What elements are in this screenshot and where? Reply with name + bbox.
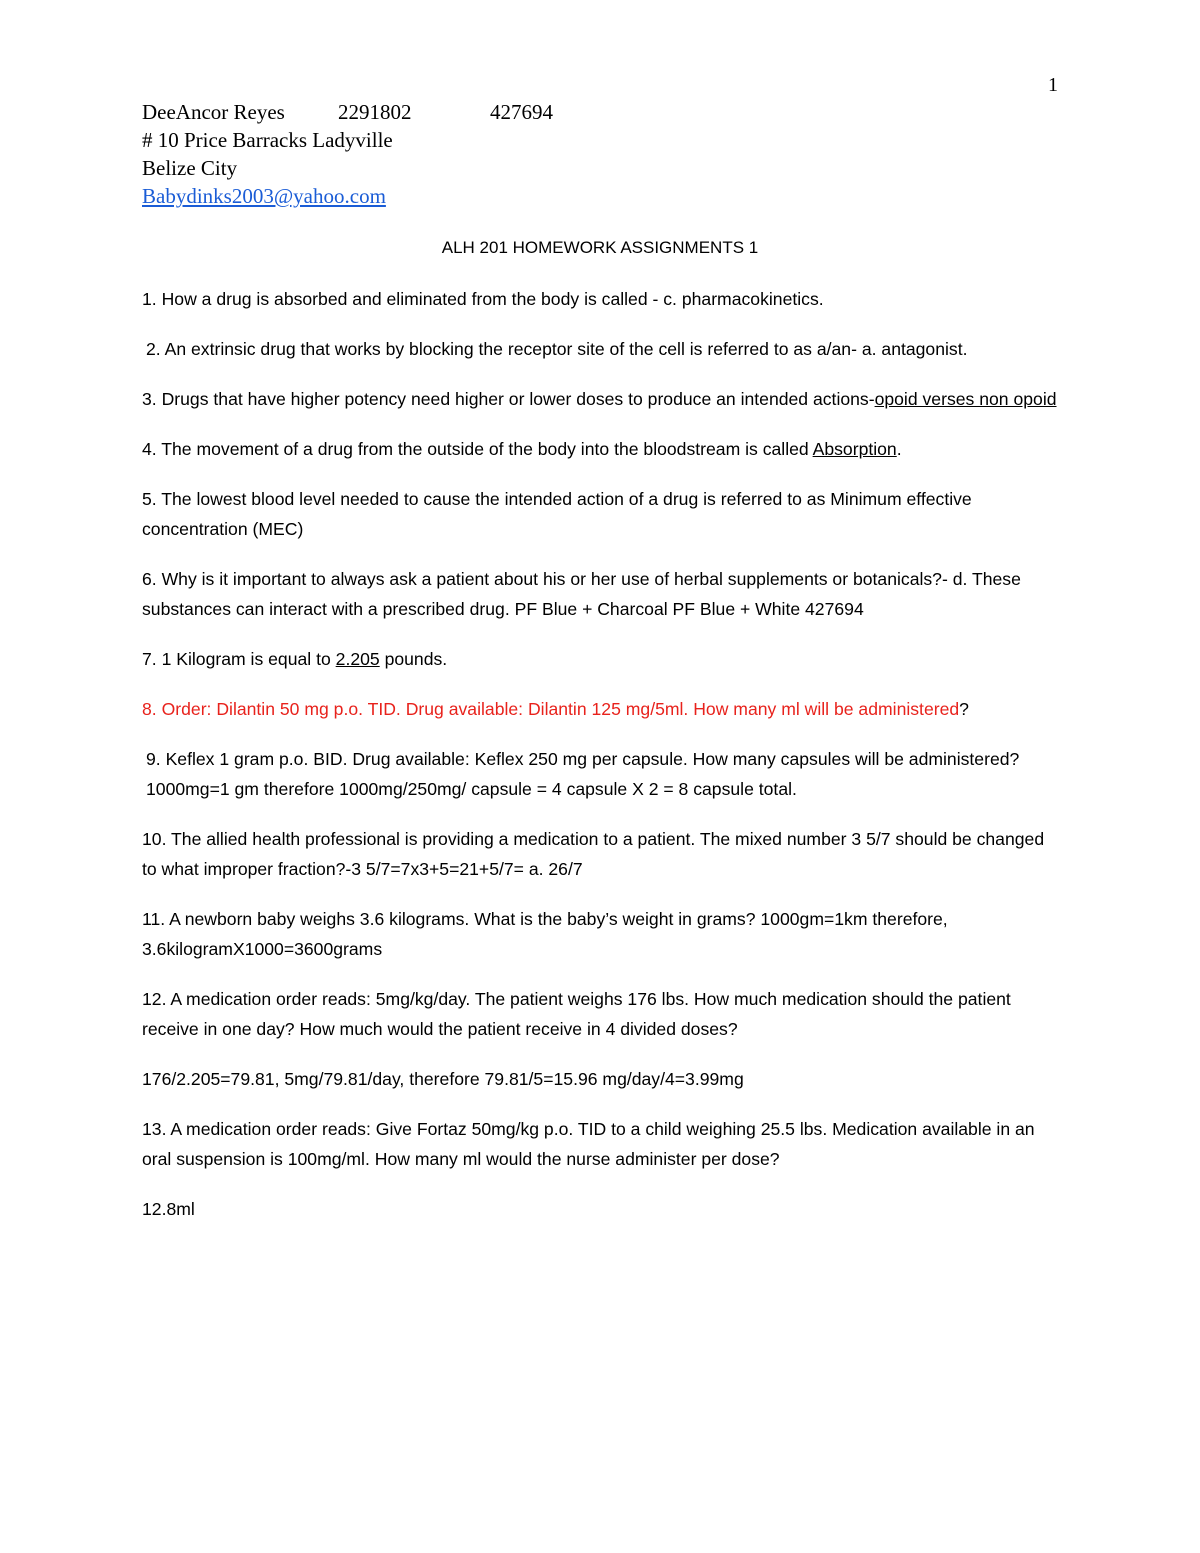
question-text: An extrinsic drug that works by blocking the receptor site of the cell is referred to as a/an- a. antagonist.	[160, 339, 968, 359]
question-text: A newborn baby weighs 3.6 kilograms. What is the baby’s weight in grams? 1000gm=1km therefore, 3.6kilogramX1000=3600grams	[142, 909, 948, 959]
question-text: The allied health professional is providing a medication to a patient. The mixed number 3 5/7 should be changed to what improper fraction?-3 5/7=7x3+5=21+5/7= a. 26/7	[142, 829, 1045, 879]
question-number: 3.	[142, 389, 157, 409]
question-text: Keflex 1 gram p.o. BID. Drug available: Keflex 250 mg per capsule. How many capsules will be administered? 1000mg=1 gm therefore 1000mg/250mg/ capsule = 4 capsule X 2 = 8 capsule total.	[146, 749, 1020, 799]
question-11	[142, 904, 1058, 964]
question-8	[142, 694, 1058, 724]
question-tail: ?	[959, 699, 969, 719]
question-number: 1.	[142, 289, 157, 309]
question-number: 10.	[142, 829, 167, 849]
address-line: # 10 Price Barracks Ladyville	[142, 128, 393, 152]
question-6	[142, 564, 1058, 624]
question-text: The lowest blood level needed to cause the intended action of a drug is referred to as Minimum effective concentration (MEC)	[142, 489, 972, 539]
question-number: 7.	[142, 649, 157, 669]
question-list	[142, 284, 1058, 1244]
student-number: 427694	[490, 100, 553, 124]
student-header	[142, 98, 553, 210]
question-3	[142, 384, 1058, 414]
student-id: 2291802	[338, 100, 412, 124]
question-2	[142, 334, 1058, 364]
answer-13	[142, 1194, 1058, 1224]
answer-text: 176/2.205=79.81, 5mg/79.81/day, therefore 79.81/5=15.96 mg/day/4=3.99mg	[142, 1069, 744, 1089]
question-text: How a drug is absorbed and eliminated from the body is called - c. pharmacokinetics.	[156, 289, 824, 309]
page-title: ALH 201 HOMEWORK ASSIGNMENTS 1	[441, 238, 759, 257]
question-7	[142, 644, 1058, 674]
question-text: Drugs that have higher potency need higher or lower doses to produce an intended actions-	[156, 389, 875, 409]
question-number: 11.	[142, 909, 166, 929]
name-row	[142, 98, 553, 126]
question-number: 13.	[142, 1119, 167, 1139]
question-number: 8.	[142, 699, 157, 719]
question-tail: pounds.	[379, 649, 448, 669]
city-line: Belize City	[142, 156, 238, 180]
question-number: 2.	[146, 339, 161, 359]
question-tail: .	[896, 439, 902, 459]
question-number: 9.	[146, 749, 161, 769]
question-number: 12.	[142, 989, 167, 1009]
question-1	[142, 284, 1058, 314]
question-4	[142, 434, 1058, 464]
answer-text: 2.205	[335, 649, 380, 669]
page-number: 1	[1048, 74, 1058, 96]
question-12	[142, 984, 1058, 1044]
question-number: 4.	[142, 439, 157, 459]
question-text: Order: Dilantin 50 mg p.o. TID. Drug available: Dilantin 125 mg/5ml. How many ml will be administered	[156, 699, 960, 719]
question-9	[142, 744, 1058, 804]
question-text: A medication order reads: Give Fortaz 50mg/kg p.o. TID to a child weighing 25.5 lbs. Medication available in an oral suspension is 100mg/ml. How many ml would the nurse administer per dose?	[142, 1119, 1035, 1169]
question-13	[142, 1114, 1058, 1174]
question-text: The movement of a drug from the outside of the body into the bloodstream is called	[156, 439, 813, 459]
question-number: 6.	[142, 569, 157, 589]
question-text: A medication order reads: 5mg/kg/day. The patient weighs 176 lbs. How much medication should the patient receive in one day? How much would the patient receive in 4 divided doses?	[142, 989, 1011, 1039]
question-10	[142, 824, 1058, 884]
question-number: 5.	[142, 489, 157, 509]
answer-12	[142, 1064, 1058, 1094]
answer-text: Absorption	[812, 439, 897, 459]
answer-text: opoid verses non opoid	[874, 389, 1057, 409]
answer-text: 12.8ml	[142, 1199, 195, 1219]
email-link[interactable]: Babydinks2003@yahoo.com	[142, 184, 386, 208]
student-name: DeeAncor Reyes	[142, 100, 285, 124]
question-text: Why is it important to always ask a patient about his or her use of herbal supplements or botanicals?- d. These substances can interact with a prescribed drug. PF Blue + Charcoal PF Blue + White 427694	[142, 569, 1021, 619]
question-text: 1 Kilogram is equal to	[156, 649, 336, 669]
question-5	[142, 484, 1058, 544]
